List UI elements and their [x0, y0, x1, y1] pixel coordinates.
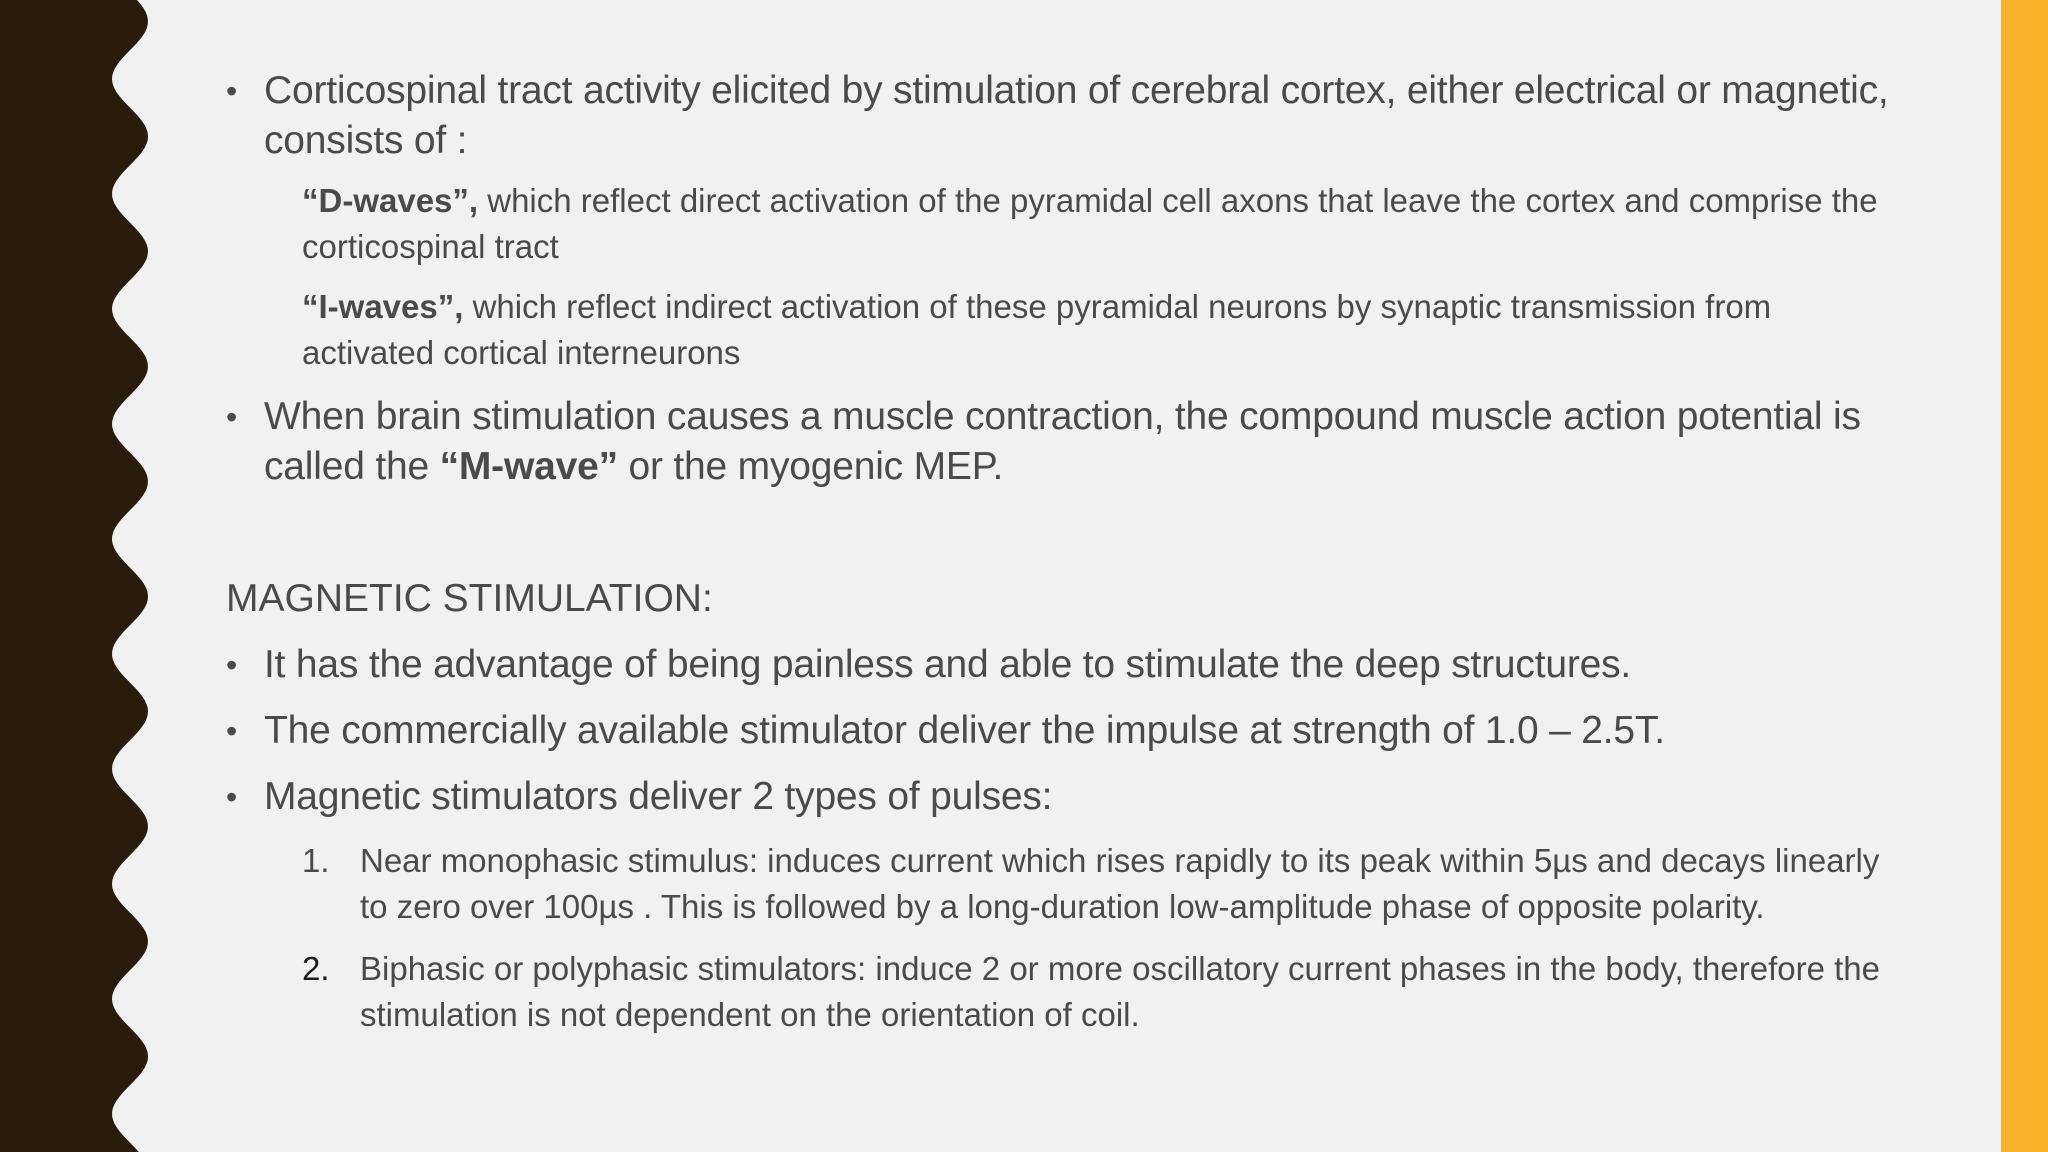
- sub-item-d-waves: [226, 178, 1906, 270]
- bullet-dot: •: [226, 713, 238, 749]
- sub-item-i-waves: [226, 284, 1906, 376]
- bullet-text: It has the advantage of being painless and able to stimulate the deep structures.: [264, 643, 1632, 686]
- section-heading-magnetic: MAGNETIC STIMULATION:: [226, 577, 713, 620]
- slide-content: [226, 66, 1906, 1038]
- item-number: 1.: [302, 842, 330, 879]
- item-number: 2.: [302, 950, 330, 987]
- bullet-strength: [226, 706, 1906, 756]
- bullet-m-wave: [226, 392, 1906, 492]
- wavy-border-decoration: [0, 0, 160, 1152]
- numbered-item-monophasic: [226, 838, 1906, 930]
- term-m-wave: “M-wave”: [439, 445, 618, 488]
- term-i-waves: “I-waves”,: [302, 288, 464, 325]
- bullet-text-before: When brain stimulation causes a muscle contraction, the compound muscle action potential is called the: [264, 395, 1861, 488]
- d-waves-description: which reflect direct activation of the pyramidal cell axons that leave the cortex and comprise the corticospinal tract: [302, 182, 1878, 265]
- term-d-waves: “D-waves”,: [302, 182, 479, 219]
- bullet-dot: •: [226, 73, 238, 109]
- bullet-dot: •: [226, 399, 238, 435]
- i-waves-description: which reflect indirect activation of these pyramidal neurons by synaptic transmission from activated cortical interneurons: [302, 288, 1772, 371]
- accent-bar: [2001, 0, 2048, 1152]
- bullet-dot: •: [226, 647, 238, 683]
- numbered-item-biphasic: [226, 946, 1906, 1038]
- bullet-painless: [226, 640, 1906, 690]
- item-text: Near monophasic stimulus: induces current which rises rapidly to its peak within 5µs and decays linearly to zero over 100µs . This is followed by a long-duration low-amplitude phase of opposite polarity.: [360, 842, 1880, 925]
- bullet-text: Corticospinal tract activity elicited by stimulation of cerebral cortex, either electrical or magnetic, consists of :: [264, 69, 1889, 162]
- bullet-text-after: or the myogenic MEP.: [617, 445, 1004, 488]
- bullet-dot: •: [226, 779, 238, 815]
- bullet-corticospinal: [226, 66, 1906, 166]
- bullet-text: Magnetic stimulators deliver 2 types of pulses:: [264, 775, 1053, 818]
- bullet-text: The commercially available stimulator deliver the impulse at strength of 1.0 – 2.5T.: [264, 709, 1665, 752]
- bullet-pulse-types: [226, 772, 1906, 822]
- item-text: Biphasic or polyphasic stimulators: induce 2 or more oscillatory current phases in the body, therefore the stimulation is not dependent on the orientation of coil.: [360, 950, 1880, 1033]
- wavy-border-shape: [0, 0, 148, 1152]
